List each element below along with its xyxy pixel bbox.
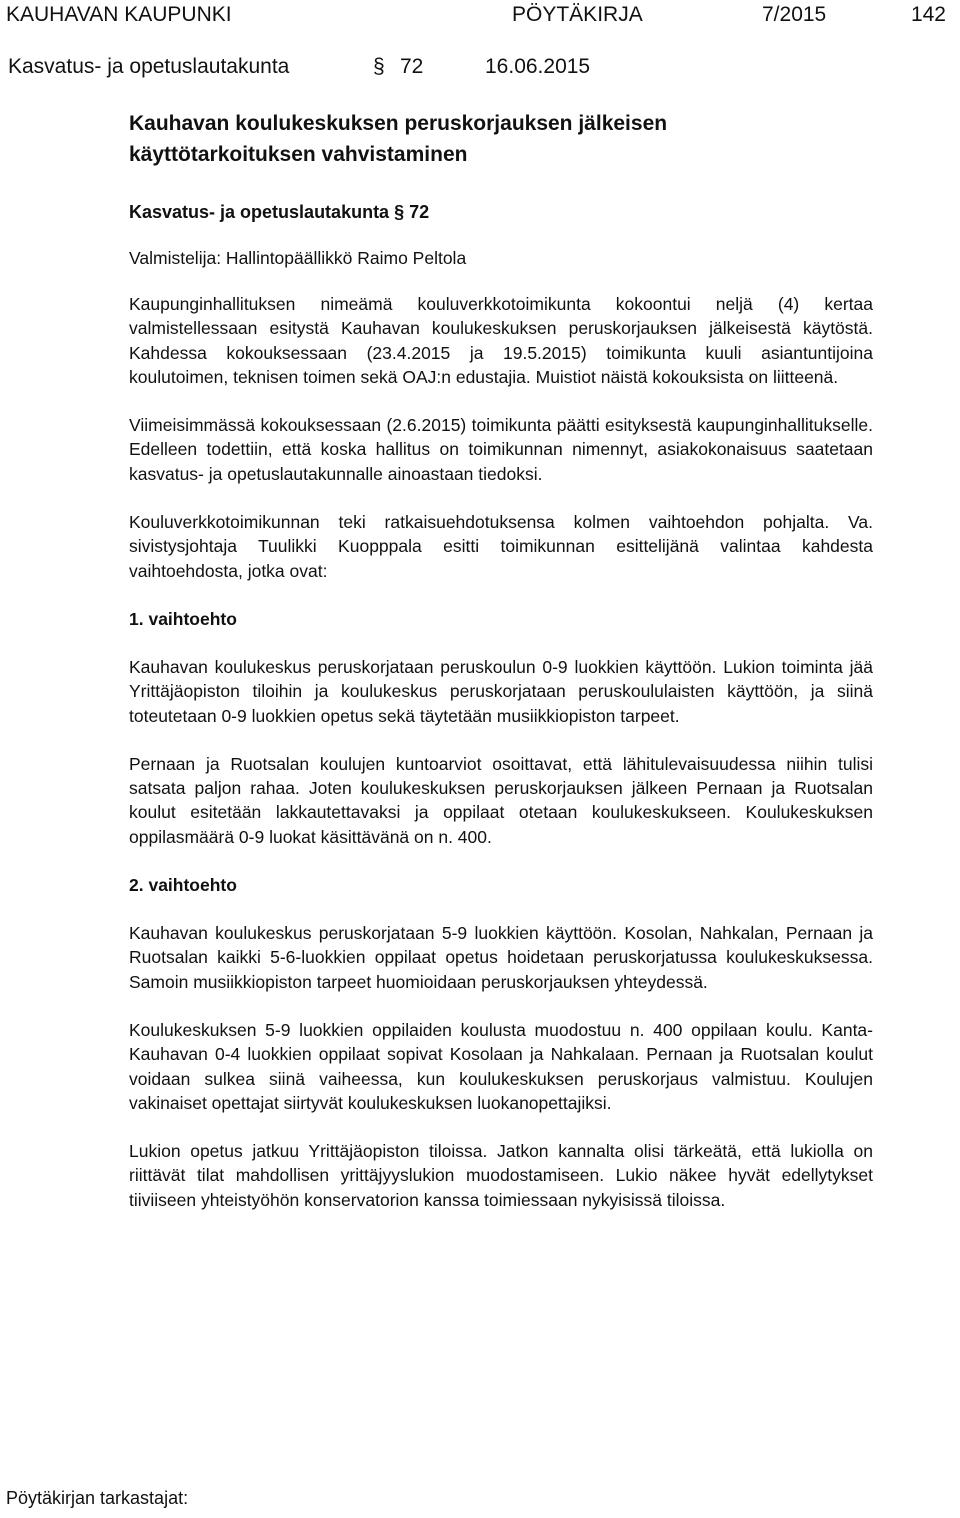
- section-number: 72: [400, 55, 424, 78]
- document-number: 7/2015: [762, 3, 827, 26]
- paragraph-5: Pernaan ja Ruotsalan koulujen kuntoarviot osoittavat, että lähitulevaisuudessa niihin tulisi satsata paljon rahaa. Joten koulukeskuksen peruskorjauksen jälkeen Pernaan ja Ruotsalan koulut esitetään lakkautettavaksi ja oppilaat otetaan koulukeskukseen. Koulukeskuksen oppilasmäärä 0-9 luokat käsittävänä on n. 400.: [129, 753, 873, 847]
- title-line-2: käyttötarkoituksen vahvistaminen: [129, 143, 468, 166]
- minutes-checkers-label: Pöytäkirjan tarkastajat:: [6, 1488, 189, 1508]
- option-1-heading: 1. vaihtoehto: [129, 608, 237, 629]
- page-number: 142: [910, 3, 946, 26]
- meeting-date: 16.06.2015: [485, 55, 591, 78]
- section-symbol: §: [373, 55, 385, 78]
- document-type: PÖYTÄKIRJA: [512, 3, 643, 26]
- paragraph-6: Kauhavan koulukeskus peruskorjataan 5-9 luokkien käyttöön. Kosolan, Nahkalan, Pernaan ja Ruotsalan kaikki 5-6-luokkien oppilaat opetus hoidetaan peruskorjatussa koulukeskuksessa. Samoin musiikkiopiston tarpeet huomioidaan peruskorjauksen yhteydessä.: [129, 923, 873, 992]
- paragraph-1: Kaupunginhallituksen nimeämä kouluverkkotoimikunta kokoontui neljä (4) kertaa valmistellessaan esitystä Kauhavan koulukeskuksen peruskorjauksen jälkeisestä käytöstä. Kahdessa kokouksessaan (23.4.2015 ja 19.5.2015) toimikunta kuuli asiantuntijoina koulutoimen, teknisen toimen sekä OAJ:n edustajia. Muistiot näistä kokouksista on liitteenä.: [129, 294, 873, 387]
- board-name: Kasvatus- ja opetuslautakunta: [8, 55, 290, 78]
- paragraph-4: Kauhavan koulukeskus peruskorjataan peruskoulun 0-9 luokkien käyttöön. Lukion toiminta jää Yrittäjäopiston tiloihin ja koulukeskus peruskorjataan peruskoululaisten käyttöön, ja siinä toteutetaan 0-9 luokkien opetus sekä täytetään musiikkiopiston tarpeet.: [129, 656, 873, 726]
- preparer-line: Valmistelija: Hallintopäällikkö Raimo Peltola: [129, 248, 467, 268]
- paragraph-2: Viimeisimmässä kokouksessaan (2.6.2015) toimikunta päätti esityksestä kaupunginhallitukselle. Edelleen todettiin, että koska hallitus on toimikunnan nimennyt, asiakokonaisuus saatetaan kasvatus- ja opetuslautakunnalle ainoastaan tiedoksi.: [129, 415, 873, 484]
- organization-name: KAUHAVAN KAUPUNKI: [6, 3, 232, 26]
- paragraph-3: Kouluverkkotoimikunnan teki ratkaisuehdotuksensa kolmen vaihtoehdon pohjalta. Va. sivistysjohtaja Tuulikki Kuopppala esitti toimikunnan esittelijänä valintaa kahdesta vaihtoehdosta, jotka ovat:: [129, 512, 873, 581]
- option-2-heading: 2. vaihtoehto: [129, 875, 237, 896]
- page-header: [0, 0, 960, 82]
- document-title: [129, 108, 873, 170]
- body-text: [129, 292, 873, 1212]
- title-line-1: Kauhavan koulukeskuksen peruskorjauksen jälkeisen: [129, 112, 668, 135]
- paragraph-8: Lukion opetus jatkuu Yrittäjäopiston tiloissa. Jatkon kannalta olisi tärkeätä, että lukiolla on riittävät tilat mahdollisen yrittäjyyslukion muodostamiseen. Lukio näkee hyvät edellytykset tiiviiseen yhteistyöhön konservatorion kanssa toimiessaan nykyisissä tiloissa.: [129, 1141, 873, 1210]
- document-body: [129, 108, 873, 1212]
- paragraph-7: Koulukeskuksen 5-9 luokkien oppilaiden koulusta muodostuu n. 400 oppilaan koulu. Kanta-Kauhavan 0-4 luokkien oppilaat sopivat Kosolaan ja Nahkalaan. Pernaan ja Ruotsalan koulut voidaan sulkea siinä vaiheessa, kun koulukeskuksen peruskorjaus valmistuu. Koulujen vakinaiset opettajat siirtyvät koulukeskuksen luokanopettajiksi.: [129, 1019, 873, 1113]
- board-heading: Kasvatus- ja opetuslautakunta § 72: [129, 202, 430, 222]
